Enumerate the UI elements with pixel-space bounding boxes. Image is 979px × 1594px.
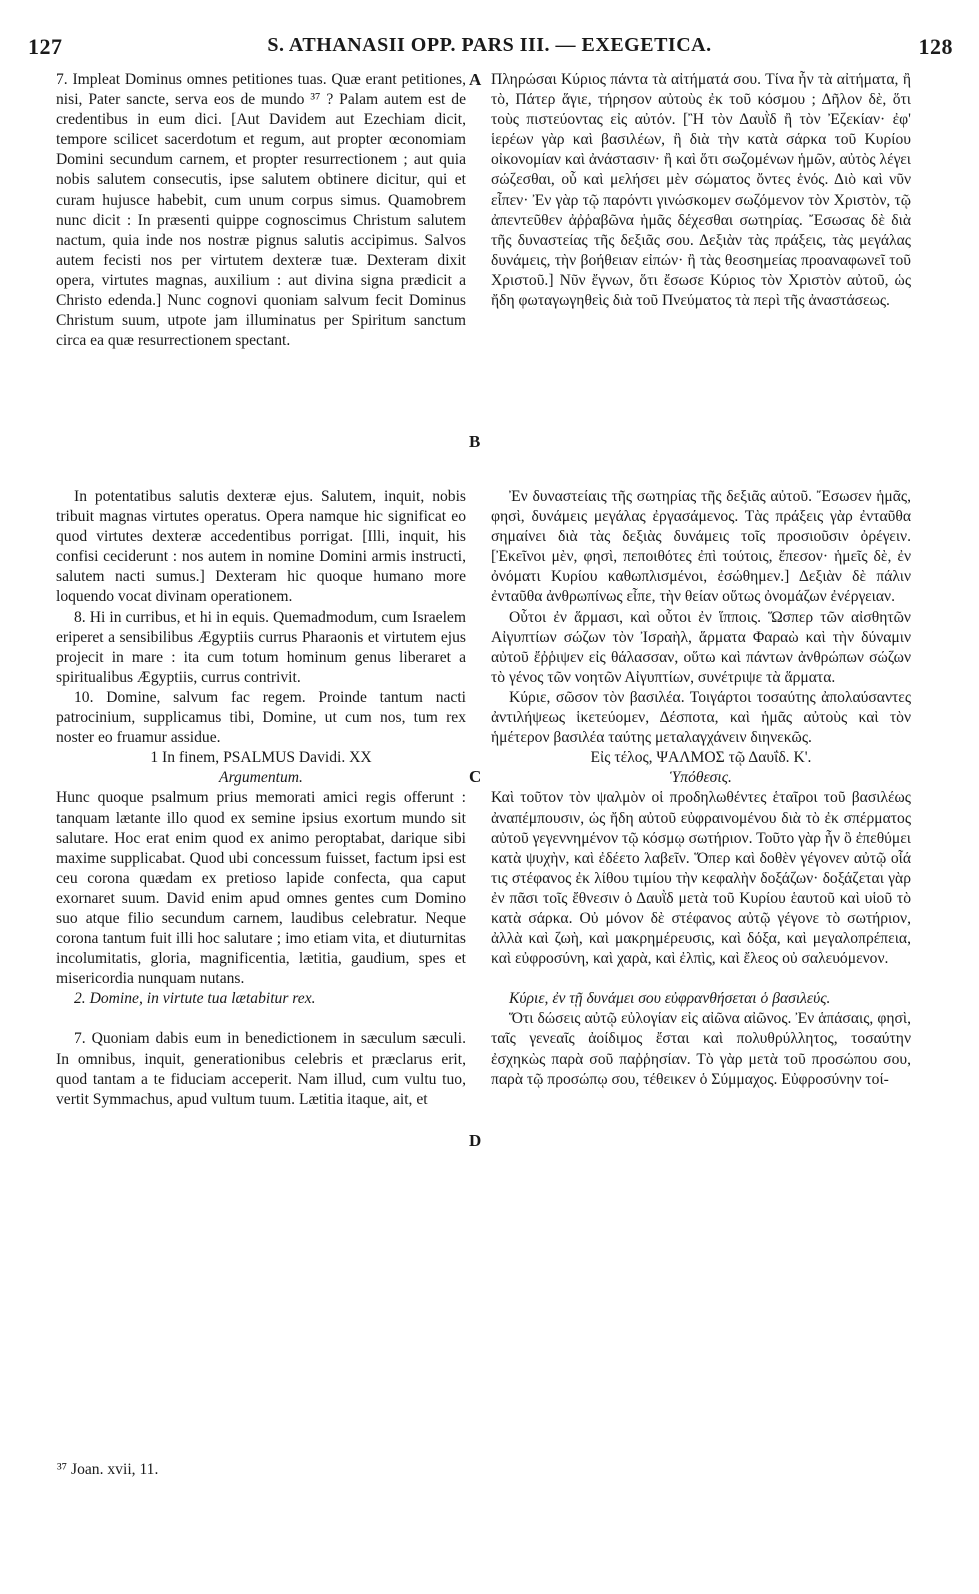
margin-marker-d: D [469, 1131, 482, 1150]
latin-paragraph: In potentatibus salutis dexteræ ejus. Salutem, inquit, nobis tribuit magnas virtutes operatus. Opera namque hic significat eo quod virtutes dexteræ accedentibus porrigat. [Illi, inquit, his confisi ceciderunt : nos autem in nomine Domini armis instructi, salutem nacti sumus.] Dexteram hic quoque humano more loquendo vocat divinam operationem. [56, 488, 466, 606]
left-page-number: 127 [28, 34, 63, 59]
right-page-number: 128 [918, 34, 953, 59]
latin-psalm-title: 1 In finem, PSALMUS Davidi. XX [150, 749, 372, 767]
running-title: S. ATHANASII OPP. PARS III. — EXEGETICA. [267, 34, 712, 56]
margin-marker-c: C [469, 767, 482, 786]
greek-paragraph: Κύριε, σῶσον τὸν βασιλέα. Τοιγάρτοι τοσαύτης ἀπολαύσαντες ἀντιλήψεως ἱκετεύομεν, Δέσποτα, καὶ ἡμᾶς αὐτοὺς καὶ τὸν ἡμέτερον βασιλέα ταύτης μεταλαγχάνειν διηνεκῶς. [491, 688, 911, 747]
latin-verse-2: 2. Domine, in virtute tua lætabitur rex. [74, 990, 316, 1008]
latin-paragraph: 7. Impleat Dominus omnes petitiones tuas. Quæ erant petitiones, nisi, Pater sancte, serva eos de mundo ³⁷ ? Palam autem est de credentibus in eum dici. [Aut Davidem aut Ezechiam dicit, tempore scilicet sacerdotum et regum, aut propter œconomiam Domini secundum carnem, et propter resurrectionem ; aut quia nobis salutem consecutis, ipse salutem obtinere dicitur, qui et curam hujusce habebit, cum unum corpus simus. Quamobrem nunc dicit : In præsenti quippe cognoscimus Christum salutem nactum, quia inde nos nostræ pignus salutis accipimus. Salvos autem fecisti nos per virtutem dexteræ tuæ. Dexteram dixit opera, virtutes magnas, auxilium : aut divina signa prædicit a Christo edenda.] Nunc cognovi quoniam salvum fecit Dominus Christum suum, utpote jam illuminatus per Spiritum sanctum circa ea quæ resurrectionem spectant. [56, 71, 466, 350]
latin-argument-heading: Argumentum. [219, 769, 303, 787]
greek-verse-2: Κύριε, ἐν τῇ δυνάμει σου εὐφρανθήσεται ὁ βασιλεύς. [509, 990, 831, 1008]
footnote: ³⁷ Joan. xvii, 11. [57, 1461, 159, 1478]
greek-paragraph: Πληρώσαι Κύριος πάντα τὰ αἰτήματά σου. Τίνα ἦν τὰ αἰτήματα, ἢ τὸ, Πάτερ ἅγιε, τήρησον αὐτοὺς ἐκ τοῦ κόσμου ; Δῆλον δὲ, ὅτι τοὺς πιστεύοντας εἰς αὐτόν. [Ἢ τὸν Δαυῒδ ἢ τὸν Ἐζεκίαν· ἐφ' ἱερέων γὰρ καὶ βασιλέων, ἢ διὰ τὴν κατὰ σάρκα τοῦ Κυρίου οἰκονομίαν καὶ ἀνάστασιν· ἢ καὶ ὅτι σωζομένων ἡμῶν, αὐτὸς λέγει σώζεσθαι, οὗ καὶ μελήσει μὲν σώματος ὄντες ἑνός. Διὸ καὶ νῦν εἶπεν· Ἐν γὰρ τῷ παρόντι γινώσκομεν σωζόμενον τὸν Χριστὸν, τῷ ἀπεντεῦθεν ἀῤῥαβῶνα ἡμᾶς δέχεσθαι σωτηρίας. Ἔσωσας δὲ διὰ τῆς δυναστείας τῆς δεξιᾶς σου. Δεξιὰν τὰς πράξεις, τὰς μεγάλας δυνάμεις, τὴν βοήθειαν εἰπών· ἢ τὰς θεοσημείας προαναφωνεῖ τοῦ Χριστοῦ.] Νῦν ἔγνων, ὅτι ἔσωσε Κύριος τὸν Χριστὸν αὐτοῦ, ὡς ἤδη φωταγωγηθεὶς διὰ τοῦ Πνεύματος τὰ περὶ τῆς ἀναστάσεως. [491, 71, 911, 310]
greek-column-block2 [491, 487, 911, 1090]
latin-column-block1 [56, 70, 466, 351]
greek-psalm-title: Εἰς τέλος, ΨΑΛΜΟΣ τῷ Δαυΐδ. Κ'. [590, 749, 812, 767]
greek-verse-7: Ὅτι δώσεις αὐτῷ εὐλογίαν εἰς αἰῶνα αἰῶνος. Ἐν ἁπάσαις, φησὶ, ταῖς γενεαῖς ἀοίδιμος ἔσται καὶ πολυθρύλλητος, τοσαύτην ἐσχηκὼς παρὰ σοῦ παῤῥησίαν. Τὸ γὰρ μετὰ τοῦ προσώπου σου, παρὰ τῷ προσώπῳ σου, τέθεικεν ὁ Σύμμαχος. Εὐφροσύνην τοί- [491, 1010, 911, 1088]
latin-column-block2 [56, 487, 466, 1110]
margin-marker-b: B [469, 432, 481, 451]
greek-argument: Καὶ τοῦτον τὸν ψαλμὸν οἱ προδηλωθέντες ἑταῖροι τοῦ βασιλέως ἀναπέμπουσιν, ὡς ἤδη αὐτοῦ εὐφραινομένου διὰ τὸ ἐκ σπέρματος αὐτοῦ γεγεννημένον τῷ κόσμῳ σωτήριον. Τοῦτο γὰρ ἦν ὃ ἐπεθύμει κατὰ ψυχὴν, καὶ ἐδέετο λαβεῖν. Ὅπερ καὶ δοθὲν γέγονεν αὐτῷ οἷά τις στέφανος ἐκ λίθου τιμίου τὴν κεφαλὴν δοξάζων· δοξάζεται γὰρ ἐν πᾶσι τοῖς ἔθνεσιν ὁ Δαυῒδ μετὰ τοῦ Κυρίου ἑαυτοῦ καὶ υἱοῦ τὸ κατὰ σάρκα. Οὐ μόνον δὲ στέφανος αὐτῷ γέγονε τὸ σωτήριον, ἀλλὰ καὶ ζωὴ, καὶ μακρημέρευσις, καὶ δόξα, καὶ μεγαλοπρέπεια, καὶ εὐφροσύνη, καὶ χαρὰ, καὶ ἐλπὶς, καὶ ἔλεος οὐ σαλευόμενον. [491, 789, 911, 968]
latin-paragraph: 8. Hi in curribus, et hi in equis. Quemadmodum, cum Israelem eriperet a sensibilibus Ægyptiis currus Pharaonis et virtutem ejus projecit in mare : ita cum totum hominum genus liberaret a spiritualibus Ægyptiis, currus contrivit. [56, 608, 466, 686]
latin-argument: Hunc quoque psalmum prius memorati amici regis offerunt : tanquam lætante illo quod ex semine ipsius exortum mundo sit salutare. Hoc erat enim quod ex animo peroptabat, darique sibi maxime supplicabat. Quod ubi concessum fuisset, factum ipsi est ceu corona quædam ex pretioso lapide confecta, qua caput exornaret suum. David enim apud omnes gentes cum Domino suo atque filio secundum carnem, laudibus celebratur. Neque corona tantum fuit illi hoc salutare ; imo etiam vita, et diuturnitas incolumitatis, gloria, magnificentia, lætitia, gaudium, spes et misericordia nunquam nutans. [56, 789, 466, 988]
greek-argument-heading: Ὑπόθεσις. [670, 769, 732, 787]
greek-paragraph: Ἐν δυναστείαις τῆς σωτηρίας τῆς δεξιᾶς αὐτοῦ. Ἔσωσεν ἡμᾶς, φησὶ, δυνάμεις μεγάλας ἐργασάμενος. Τὰς πράξεις γὰρ ἐνταῦθα σημαίνει διὰ τὰς δεξιὰς δυνάμεις τοῖς προσιοῦσιν ὀρέγειν. [Ἐκεῖνοι μὲν, φησὶ, πεποιθότες ἐπὶ τούτοις, ἔπεσον· ἡμεῖς δὲ, ἐν ὀνόματι Κυρίου καθωπλισμένοι, ἐσώθημεν.] Δεξιὰν δὲ πάλιν ἐνταῦθα ἀνθρωπίνως εἶπε, τὴν θείαν οὕτως ὀνομάζων ἐνέργειαν. [491, 488, 911, 606]
latin-verse-7: 7. Quoniam dabis eum in benedictionem in sæculum sæculi. In omnibus, inquit, generationibus celebris et præclarus erit, quod tantam a te fiduciam acceperit. Nam illud, cum vultu tuo, vertit Symmachus, apud vultum tuum. Lætitia itaque, ait, et [56, 1030, 466, 1108]
latin-paragraph: 10. Domine, salvum fac regem. Proinde tantum nacti patrocinium, supplicamus tibi, Domine, ut cum nos, tum rex noster eo fruamur assidue. [56, 688, 466, 747]
margin-marker-a: A [469, 70, 482, 89]
greek-column-block1 [491, 70, 911, 311]
greek-paragraph: Οὗτοι ἐν ἅρμασι, καὶ οὗτοι ἐν ἵπποις. Ὥσπερ τῶν αἰσθητῶν Αἰγυπτίων σώζων τὸν Ἰσραὴλ, ἅρματα Φαραὼ καὶ τὴν δύναμιν αὐτοῦ ἔῤῥιψεν εἰς θάλασσαν, οὕτω καὶ πάντων ἀνθρώπων σώζων τὸ γένος τῶν νοητῶν Αἰγυπτίων, συνέτριψε τὰ ἅρματα. [491, 608, 911, 686]
